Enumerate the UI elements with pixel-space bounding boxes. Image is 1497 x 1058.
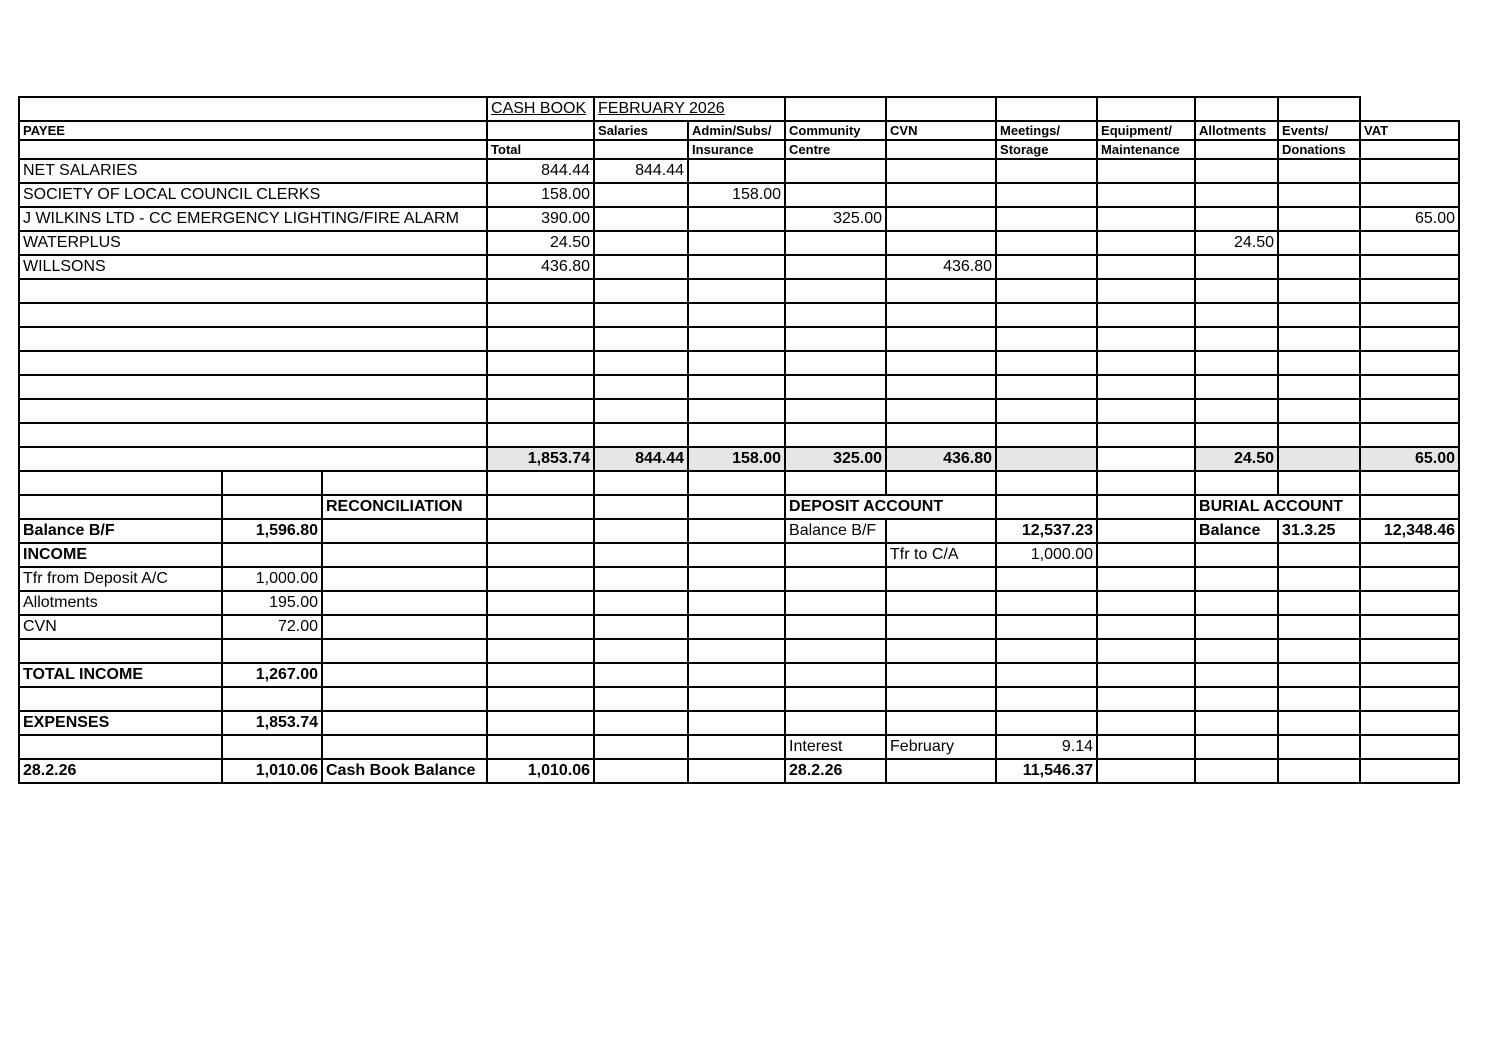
interest-row (19, 735, 1459, 759)
amount-cell (1097, 399, 1195, 423)
column-header: Community (785, 121, 886, 140)
deposit-account-heading: DEPOSIT ACCOUNT (785, 495, 886, 519)
column-header (594, 140, 688, 159)
amount-cell (996, 399, 1097, 423)
amount-cell (886, 399, 996, 423)
amount-cell (996, 207, 1097, 231)
total-cell: 325.00 (785, 447, 886, 471)
section-heading-row (19, 495, 1459, 519)
column-header (886, 140, 996, 159)
amount-cell (785, 279, 886, 303)
expenses-label: EXPENSES (19, 711, 222, 735)
amount-cell (886, 231, 996, 255)
payment-row (19, 231, 1459, 255)
amount-cell (1097, 207, 1195, 231)
amount-cell (1097, 303, 1195, 327)
amount-cell (487, 327, 594, 351)
amount-cell (1278, 351, 1360, 375)
amount-cell (1360, 375, 1459, 399)
amount-cell: 844.44 (594, 159, 688, 183)
column-header: VAT (1360, 121, 1459, 140)
deposit-balance-bf-value: 12,537.23 (996, 519, 1097, 543)
blank-row (19, 327, 1459, 351)
payment-row (19, 207, 1459, 231)
payee-cell (19, 279, 487, 303)
amount-cell (1195, 351, 1278, 375)
interest-month: February (886, 735, 996, 759)
total-cell: 1,853.74 (487, 447, 594, 471)
amount-cell (1278, 255, 1360, 279)
column-header: Equipment/ (1097, 121, 1195, 140)
cash-book-title: CASH BOOK (487, 97, 594, 121)
amount-cell: 24.50 (487, 231, 594, 255)
amount-cell (886, 327, 996, 351)
income-item-value: 72.00 (222, 615, 322, 639)
amount-cell: 436.80 (886, 255, 996, 279)
amount-cell (1278, 399, 1360, 423)
column-header (1360, 140, 1459, 159)
income-item-row (19, 567, 1459, 591)
amount-cell (688, 207, 785, 231)
amount-cell (688, 255, 785, 279)
payee-cell (19, 423, 487, 447)
amount-cell (688, 303, 785, 327)
payee-header: PAYEE (19, 121, 487, 140)
amount-cell: 844.44 (487, 159, 594, 183)
burial-balance-date: 31.3.25 (1278, 519, 1360, 543)
amount-cell (1278, 183, 1360, 207)
amount-cell (996, 183, 1097, 207)
amount-cell (996, 255, 1097, 279)
amount-cell: 390.00 (487, 207, 594, 231)
amount-cell (1195, 423, 1278, 447)
income-item-label: Tfr from Deposit A/C (19, 567, 222, 591)
amount-cell (1278, 327, 1360, 351)
total-cell: 436.80 (886, 447, 996, 471)
blank-row (19, 399, 1459, 423)
amount-cell: 158.00 (487, 183, 594, 207)
total-cell (996, 447, 1097, 471)
amount-cell: 65.00 (1360, 207, 1459, 231)
amount-cell (594, 207, 688, 231)
amount-cell (1360, 423, 1459, 447)
column-header: Salaries (594, 121, 688, 140)
column-header (487, 121, 594, 140)
column-header: Meetings/ (996, 121, 1097, 140)
amount-cell (785, 327, 886, 351)
amount-cell (594, 327, 688, 351)
column-header-row-1 (19, 121, 1459, 140)
column-header: Admin/Subs/ (688, 121, 785, 140)
amount-cell (688, 375, 785, 399)
amount-cell (886, 423, 996, 447)
amount-cell (1278, 207, 1360, 231)
payee-cell (19, 351, 487, 375)
deposit-closing-balance: 11,546.37 (996, 759, 1097, 783)
amount-cell (594, 303, 688, 327)
column-header: Events/ (1278, 121, 1360, 140)
amount-cell (1278, 159, 1360, 183)
amount-cell (785, 159, 886, 183)
amount-cell (1278, 423, 1360, 447)
amount-cell (594, 399, 688, 423)
amount-cell (1097, 423, 1195, 447)
amount-cell (1097, 375, 1195, 399)
amount-cell (1360, 351, 1459, 375)
amount-cell (1278, 303, 1360, 327)
payee-cell: SOCIETY OF LOCAL COUNCIL CLERKS (19, 183, 487, 207)
closing-row (19, 759, 1459, 783)
amount-cell (1195, 375, 1278, 399)
amount-cell (688, 327, 785, 351)
amount-cell (886, 207, 996, 231)
amount-cell (487, 351, 594, 375)
income-item-label: CVN (19, 615, 222, 639)
total-income-label: TOTAL INCOME (19, 663, 222, 687)
amount-cell (785, 255, 886, 279)
amount-cell (487, 279, 594, 303)
burial-balance-label: Balance (1195, 519, 1278, 543)
income-item-row (19, 591, 1459, 615)
payment-row (19, 159, 1459, 183)
amount-cell (886, 351, 996, 375)
payee-cell (19, 327, 487, 351)
amount-cell (996, 375, 1097, 399)
reconciliation-heading: RECONCILIATION (322, 495, 487, 519)
amount-cell (1360, 231, 1459, 255)
payee-cell: NET SALARIES (19, 159, 487, 183)
amount-cell: 436.80 (487, 255, 594, 279)
amount-cell (785, 375, 886, 399)
amount-cell (1195, 327, 1278, 351)
cash-book-balance-value: 1,010.06 (487, 759, 594, 783)
amount-cell (1278, 279, 1360, 303)
total-cell (1278, 447, 1360, 471)
amount-cell (594, 279, 688, 303)
income-heading-row (19, 543, 1459, 567)
column-header: Maintenance (1097, 140, 1195, 159)
total-income-value: 1,267.00 (222, 663, 322, 687)
balance-bf-label: Balance B/F (19, 519, 222, 543)
amount-cell (1195, 183, 1278, 207)
column-header: Total (487, 140, 594, 159)
total-cell: 24.50 (1195, 447, 1278, 471)
amount-cell (1360, 399, 1459, 423)
amount-cell (487, 375, 594, 399)
cash-book-balance-label: Cash Book Balance (322, 759, 487, 783)
income-item-value: 1,000.00 (222, 567, 322, 591)
amount-cell (1360, 159, 1459, 183)
month-title: FEBRUARY 2026 (594, 97, 785, 121)
blank-row (19, 303, 1459, 327)
column-header-row-2 (19, 140, 1459, 159)
amount-cell (785, 399, 886, 423)
amount-cell (688, 279, 785, 303)
amount-cell (785, 303, 886, 327)
amount-cell (996, 231, 1097, 255)
payee-cell (19, 375, 487, 399)
amount-cell (996, 327, 1097, 351)
total-cell: 65.00 (1360, 447, 1459, 471)
amount-cell (594, 183, 688, 207)
amount-cell (886, 375, 996, 399)
amount-cell (594, 351, 688, 375)
amount-cell (688, 399, 785, 423)
amount-cell: 325.00 (785, 207, 886, 231)
amount-cell (487, 423, 594, 447)
amount-cell (688, 159, 785, 183)
amount-cell (1097, 279, 1195, 303)
amount-cell: 158.00 (688, 183, 785, 207)
amount-cell (688, 231, 785, 255)
amount-cell (1360, 279, 1459, 303)
column-header: Centre (785, 140, 886, 159)
amount-cell (1195, 303, 1278, 327)
income-item-label: Allotments (19, 591, 222, 615)
amount-cell (785, 423, 886, 447)
payee-cell: WILLSONS (19, 255, 487, 279)
payment-rows (19, 159, 1459, 447)
total-cell (1097, 447, 1195, 471)
amount-cell: 24.50 (1195, 231, 1278, 255)
amount-cell (785, 351, 886, 375)
deposit-closing-date: 28.2.26 (785, 759, 886, 783)
amount-cell (688, 423, 785, 447)
totals-row (19, 447, 1459, 471)
amount-cell (594, 255, 688, 279)
payee-cell: J WILKINS LTD - CC EMERGENCY LIGHTING/FIRE ALARM (19, 207, 487, 231)
blank-row (19, 279, 1459, 303)
amount-cell (1097, 231, 1195, 255)
column-header: Donations (1278, 140, 1360, 159)
balance-bf-row (19, 519, 1459, 543)
amount-cell (996, 159, 1097, 183)
amount-cell (1360, 327, 1459, 351)
amount-cell (996, 351, 1097, 375)
amount-cell (487, 303, 594, 327)
cash-book-table (18, 96, 1460, 784)
amount-cell (1278, 231, 1360, 255)
amount-cell (1360, 183, 1459, 207)
total-income-row (19, 663, 1459, 687)
income-item-row (19, 615, 1459, 639)
total-cell: 844.44 (594, 447, 688, 471)
amount-cell (487, 399, 594, 423)
title-row (19, 97, 1459, 121)
amount-cell (594, 423, 688, 447)
expenses-row (19, 711, 1459, 735)
interest-label: Interest (785, 735, 886, 759)
payee-cell (19, 399, 487, 423)
amount-cell (1195, 399, 1278, 423)
amount-cell (1195, 207, 1278, 231)
blank-row (19, 351, 1459, 375)
amount-cell (1360, 255, 1459, 279)
amount-cell (1195, 255, 1278, 279)
amount-cell (1195, 279, 1278, 303)
blank-row (19, 639, 1459, 663)
interest-value: 9.14 (996, 735, 1097, 759)
deposit-balance-bf-label: Balance B/F (785, 519, 886, 543)
amount-cell (1195, 159, 1278, 183)
income-item-value: 195.00 (222, 591, 322, 615)
amount-cell (886, 279, 996, 303)
total-cell: 158.00 (688, 447, 785, 471)
amount-cell (785, 231, 886, 255)
amount-cell (688, 351, 785, 375)
column-header: Insurance (688, 140, 785, 159)
amount-cell (1097, 351, 1195, 375)
amount-cell (886, 159, 996, 183)
amount-cell (1278, 375, 1360, 399)
amount-cell (1097, 327, 1195, 351)
closing-balance: 1,010.06 (222, 759, 322, 783)
payee-cell (19, 303, 487, 327)
column-header: CVN (886, 121, 996, 140)
payee-cell: WATERPLUS (19, 231, 487, 255)
amount-cell (594, 375, 688, 399)
amount-cell (886, 183, 996, 207)
blank-row (19, 687, 1459, 711)
amount-cell (996, 423, 1097, 447)
amount-cell (1360, 303, 1459, 327)
amount-cell (785, 183, 886, 207)
balance-bf-value: 1,596.80 (222, 519, 322, 543)
burial-account-heading: BURIAL ACCOUNT (1195, 495, 1360, 519)
blank-row (19, 471, 1459, 495)
amount-cell (594, 231, 688, 255)
column-header: Storage (996, 140, 1097, 159)
column-header: Allotments (1195, 121, 1278, 140)
deposit-transfer-value: 1,000.00 (996, 543, 1097, 567)
burial-balance-value: 12,348.46 (1360, 519, 1459, 543)
payment-row (19, 183, 1459, 207)
payment-row (19, 255, 1459, 279)
amount-cell (886, 303, 996, 327)
column-header (1195, 140, 1278, 159)
blank-row (19, 375, 1459, 399)
closing-date: 28.2.26 (19, 759, 222, 783)
amount-cell (1097, 159, 1195, 183)
blank-row (19, 423, 1459, 447)
amount-cell (1097, 255, 1195, 279)
deposit-transfer-label: Tfr to C/A (886, 543, 996, 567)
amount-cell (996, 303, 1097, 327)
income-label: INCOME (19, 543, 222, 567)
amount-cell (996, 279, 1097, 303)
expenses-value: 1,853.74 (222, 711, 322, 735)
amount-cell (1097, 183, 1195, 207)
